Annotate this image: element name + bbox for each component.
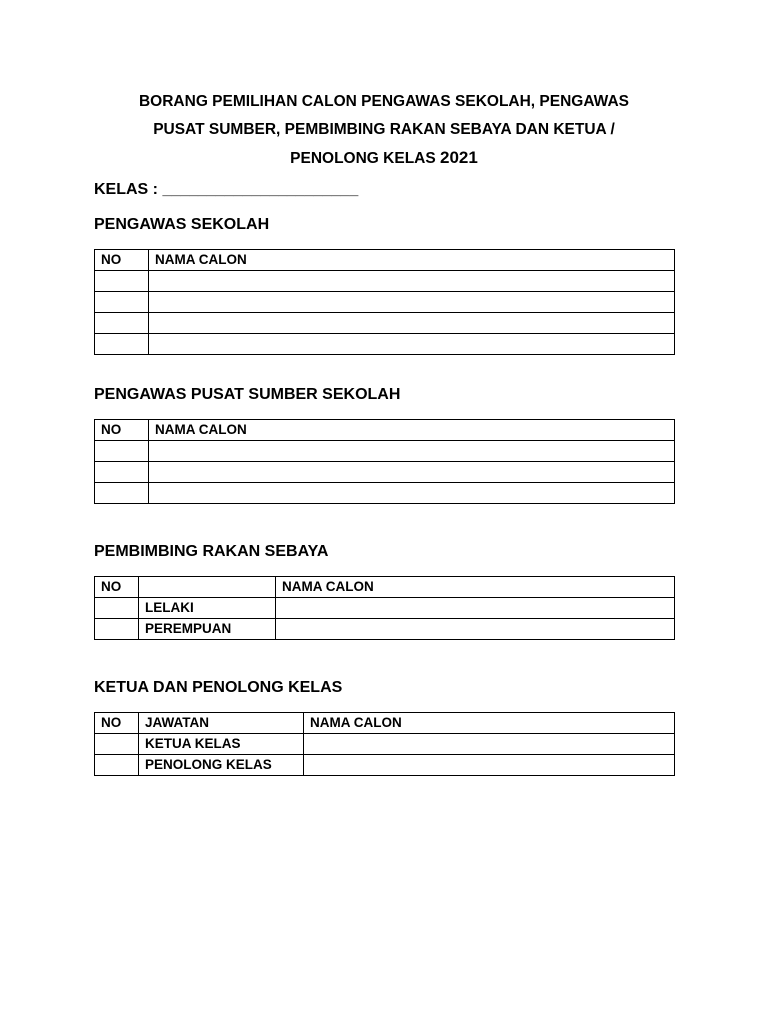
- header-no: NO: [95, 250, 149, 271]
- cell-nama-calon[interactable]: [304, 734, 675, 755]
- header-nama-calon: NAMA CALON: [276, 577, 675, 598]
- table-row: [95, 755, 675, 776]
- table-pengawas-sekolah: [94, 249, 675, 355]
- header-nama-calon: NAMA CALON: [304, 713, 675, 734]
- header-no: NO: [95, 577, 139, 598]
- table-row: [95, 598, 675, 619]
- form-title-line-1: BORANG PEMILIHAN CALON PENGAWAS SEKOLAH, PENGAWAS: [138, 93, 629, 110]
- cell-no[interactable]: [95, 462, 149, 483]
- section-heading-ketua-penolong-kelas: KETUA DAN PENOLONG KELAS: [94, 679, 343, 696]
- header-nama-calon: NAMA CALON: [149, 250, 675, 271]
- section-heading-pengawas-pusat-sumber: PENGAWAS PUSAT SUMBER SEKOLAH: [94, 386, 401, 403]
- cell-jawatan-ketua-kelas: KETUA KELAS: [139, 734, 304, 755]
- table-pengawas-pusat-sumber: [94, 419, 675, 504]
- cell-no[interactable]: [95, 334, 149, 355]
- cell-nama-calon[interactable]: [276, 598, 675, 619]
- table-row: [95, 441, 675, 462]
- table-row: [95, 292, 675, 313]
- table-pembimbing-rakan-sebaya: [94, 576, 675, 640]
- cell-no[interactable]: [95, 598, 139, 619]
- form-title: [94, 88, 674, 173]
- cell-jawatan-penolong-kelas: PENOLONG KELAS: [139, 755, 304, 776]
- cell-no[interactable]: [95, 292, 149, 313]
- header-category: [139, 577, 276, 598]
- cell-nama-calon[interactable]: [149, 462, 675, 483]
- form-title-year: 2021: [440, 148, 478, 167]
- cell-no[interactable]: [95, 483, 149, 504]
- table-row: [95, 271, 675, 292]
- cell-nama-calon[interactable]: [149, 271, 675, 292]
- form-title-line-3-text: PENOLONG KELAS: [290, 150, 436, 167]
- header-nama-calon: NAMA CALON: [149, 420, 675, 441]
- cell-no[interactable]: [95, 734, 139, 755]
- table-row: [95, 462, 675, 483]
- kelas-blank-line: ______________________: [162, 181, 359, 198]
- cell-nama-calon[interactable]: [149, 292, 675, 313]
- table-ketua-penolong-kelas: [94, 712, 675, 776]
- section-heading-pembimbing-rakan-sebaya: PEMBIMBING RAKAN SEBAYA: [94, 543, 329, 560]
- cell-no[interactable]: [95, 271, 149, 292]
- cell-nama-calon[interactable]: [149, 483, 675, 504]
- table-row: [95, 483, 675, 504]
- form-title-line-3: [94, 144, 674, 173]
- cell-category-lelaki: LELAKI: [139, 598, 276, 619]
- form-title-line-2: PUSAT SUMBER, PEMBIMBING RAKAN SEBAYA DAN KETUA /: [153, 121, 615, 138]
- header-no: NO: [95, 420, 149, 441]
- cell-nama-calon[interactable]: [149, 441, 675, 462]
- kelas-label: KELAS :: [94, 181, 158, 198]
- table-header-row: [95, 250, 675, 271]
- header-jawatan: JAWATAN: [139, 713, 304, 734]
- cell-nama-calon[interactable]: [304, 755, 675, 776]
- section-heading-pengawas-sekolah: PENGAWAS SEKOLAH: [94, 216, 270, 233]
- table-header-row: [95, 713, 675, 734]
- cell-no[interactable]: [95, 313, 149, 334]
- kelas-field: [94, 181, 358, 199]
- table-row: [95, 734, 675, 755]
- table-header-row: [95, 577, 675, 598]
- cell-nama-calon[interactable]: [149, 334, 675, 355]
- table-header-row: [95, 420, 675, 441]
- table-row: [95, 619, 675, 640]
- table-row: [95, 334, 675, 355]
- header-no: NO: [95, 713, 139, 734]
- cell-no[interactable]: [95, 441, 149, 462]
- cell-no[interactable]: [95, 619, 139, 640]
- cell-nama-calon[interactable]: [149, 313, 675, 334]
- cell-no[interactable]: [95, 755, 139, 776]
- table-row: [95, 313, 675, 334]
- cell-nama-calon[interactable]: [276, 619, 675, 640]
- cell-category-perempuan: PEREMPUAN: [139, 619, 276, 640]
